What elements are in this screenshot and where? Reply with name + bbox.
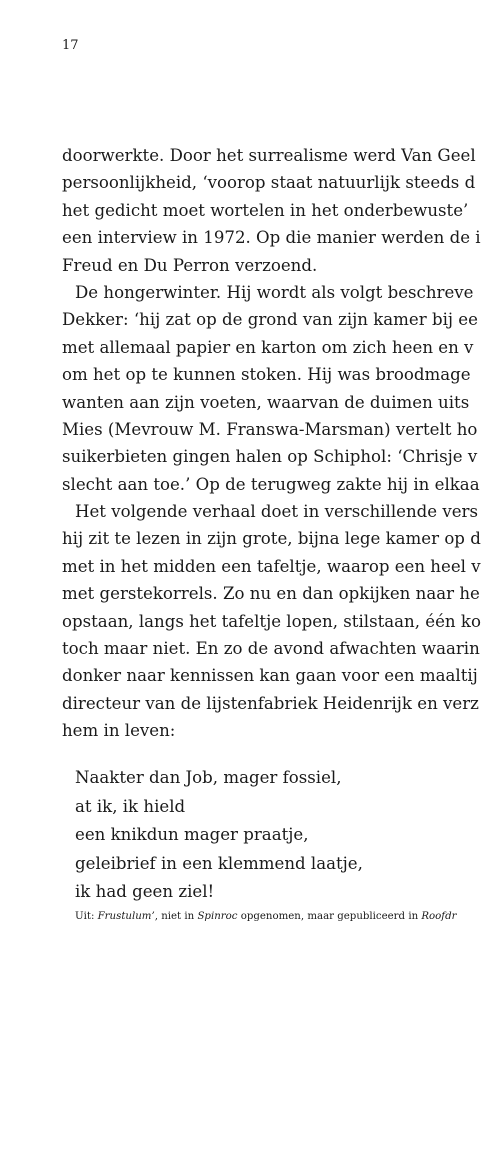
text-line: suikerbieten gingen halen op Schiphol: ‘Chrisje v [62, 447, 478, 467]
text-line: hem in leven: [62, 721, 176, 741]
poem-line: ik had geen ziel! [75, 882, 215, 902]
text-line: toch maar niet. En zo de avond afwachten waarin [62, 639, 480, 659]
poem-line: een knikdun mager praatje, [75, 825, 309, 845]
page-number: 17 [62, 38, 79, 53]
text-line: De hongerwinter. Hij wordt als volgt beschreve [75, 282, 474, 302]
source-title-spinroc: Spinroc [197, 911, 238, 922]
body-text [62, 142, 481, 741]
text-line: het gedicht moet wortelen in het onderbewuste’ [62, 200, 469, 220]
poem-line: at ik, ik hield [75, 796, 186, 816]
source-title-frustulum: Frustulum’ [97, 911, 155, 922]
source-after: opgenomen, maar gepubliceerd in [237, 911, 422, 922]
text-line: Het volgende verhaal doet in verschillende vers [75, 502, 478, 522]
text-line: doorwerkte. Door het surrealisme werd Van Geel [62, 146, 476, 165]
poem [75, 764, 448, 907]
poem-line: geleibrief in een klemmend laatje, [75, 853, 363, 873]
text-line: slecht aan toe.’ Op de terugweg zakte hij in elkaa [62, 474, 480, 494]
text-line: wanten aan zijn voeten, waarvan de duimen uits [62, 392, 470, 412]
text-line: opstaan, langs het tafeltje lopen, stilstaan, één ko [62, 611, 481, 631]
text-line: Mies (Mevrouw M. Franswa-Marsman) vertelt ho [62, 419, 478, 439]
text-line: hij zit te lezen in zijn grote, bijna lege kamer op d [62, 529, 481, 549]
source-citation [75, 910, 457, 924]
text-line: met in het midden een tafeltje, waarop een heel v [62, 556, 481, 576]
text-line: Dekker: ‘hij zat op de grond van zijn kamer bij ee [62, 310, 478, 330]
text-line: Freud en Du Perron verzoend. [62, 255, 318, 275]
text-line: directeur van de lijstenfabriek Heidenrijk en verz [62, 693, 479, 713]
source-middle: , niet in [154, 911, 198, 922]
poem-line: Naakter dan Job, mager fossiel, [75, 768, 342, 787]
source-title-roofdr: Roofdr [421, 911, 457, 922]
text-line: donker naar kennissen kan gaan voor een maaltij [62, 666, 478, 686]
text-line: een interview in 1972. Op die manier werden de i [62, 228, 481, 248]
text-line: met allemaal papier en karton om zich heen en v [62, 337, 474, 357]
text-line: met gerstekorrels. Zo nu en dan opkijken naar he [62, 584, 480, 604]
source-prefix: Uit: [75, 911, 98, 922]
text-line: om het op te kunnen stoken. Hij was broodmage [62, 365, 471, 385]
text-line: persoonlijkheid, ‘voorop staat natuurlijk steeds d [62, 173, 476, 193]
